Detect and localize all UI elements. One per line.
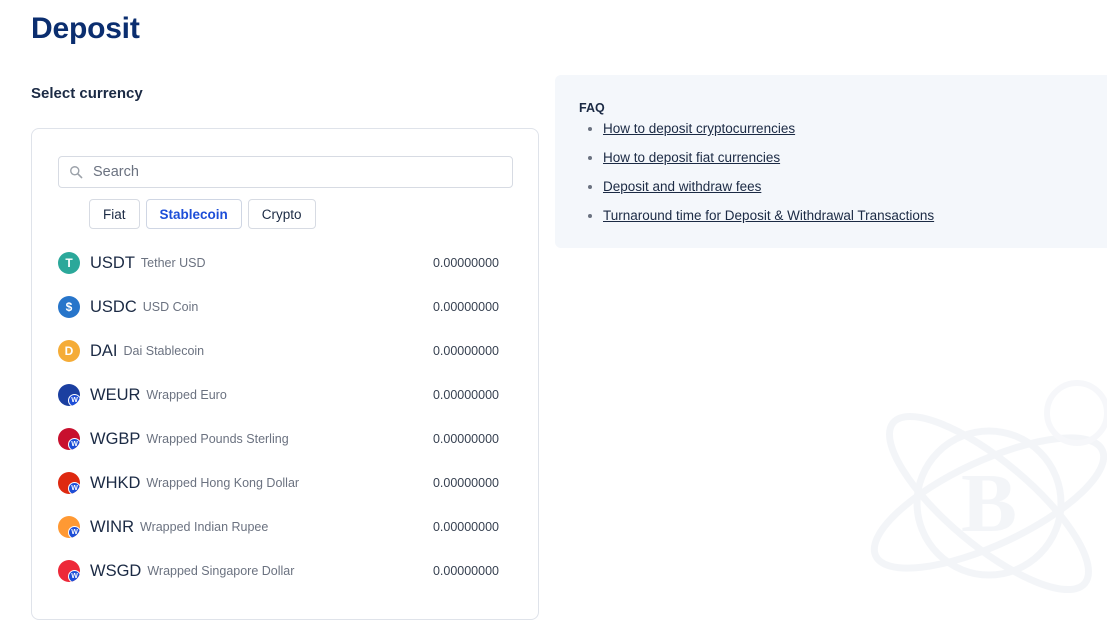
search-icon [69, 165, 83, 179]
currency-symbol: WEUR [90, 385, 141, 404]
currency-list[interactable] [58, 241, 513, 596]
faq-title: FAQ [579, 101, 605, 115]
currency-symbol: WHKD [90, 473, 141, 492]
currency-name: Wrapped Pounds Sterling [146, 432, 289, 446]
currency-symbol: WGBP [90, 429, 141, 448]
list-item[interactable] [58, 549, 513, 593]
dai-icon: D [58, 340, 80, 362]
currency-balance: 0.00000000 [432, 520, 499, 534]
currency-name: Dai Stablecoin [123, 344, 205, 358]
list-item[interactable] [58, 285, 513, 329]
section-heading: Select currency [31, 85, 143, 102]
list-item [603, 179, 934, 194]
wsgd-icon: W [58, 560, 80, 582]
list-item[interactable] [58, 373, 513, 417]
list-item [603, 150, 934, 165]
currency-balance: 0.00000000 [432, 564, 499, 578]
currency-name: Wrapped Singapore Dollar [147, 564, 295, 578]
whkd-icon: W [58, 472, 80, 494]
faq-link-turnaround-time[interactable]: Turnaround time for Deposit & Withdrawal Transactions [603, 208, 935, 223]
list-item[interactable] [58, 417, 513, 461]
currency-symbol: DAI [90, 341, 118, 360]
winr-icon: W [58, 516, 80, 538]
tab-stablecoin[interactable]: Stablecoin [146, 199, 242, 229]
currency-symbol: WSGD [90, 561, 142, 580]
currency-balance: 0.00000000 [432, 256, 499, 270]
faq-link-list [579, 121, 934, 223]
currency-balance: 0.00000000 [432, 388, 499, 402]
svg-text:B: B [960, 457, 1018, 550]
usdt-icon: T [58, 252, 80, 274]
currency-name: USD Coin [142, 300, 199, 314]
currency-name: Tether USD [140, 256, 206, 270]
list-item[interactable] [58, 461, 513, 505]
currency-name: Wrapped Hong Kong Dollar [146, 476, 300, 490]
bitcoin-watermark-icon [777, 293, 1107, 633]
currency-symbol: WINR [90, 517, 134, 536]
usdc-icon: $ [58, 296, 80, 318]
currency-type-tabs [89, 199, 316, 229]
list-item[interactable] [58, 329, 513, 373]
list-item[interactable] [58, 505, 513, 549]
faq-panel [555, 75, 1107, 248]
currency-symbol: USDT [90, 253, 135, 272]
currency-name: Wrapped Indian Rupee [140, 520, 269, 534]
currency-name: Wrapped Euro [146, 388, 227, 402]
wgbp-icon: W [58, 428, 80, 450]
list-item [603, 121, 934, 136]
currency-balance: 0.00000000 [432, 476, 499, 490]
currency-symbol: USDC [90, 297, 137, 316]
currency-balance: 0.00000000 [432, 344, 499, 358]
page-title: Deposit [31, 12, 140, 45]
faq-link-deposit-crypto[interactable]: How to deposit cryptocurrencies [603, 121, 796, 136]
currency-selector-card [31, 128, 539, 620]
search-input[interactable] [91, 163, 502, 181]
search-field[interactable] [58, 156, 513, 188]
currency-balance: 0.00000000 [432, 432, 499, 446]
currency-balance: 0.00000000 [432, 300, 499, 314]
faq-link-fees[interactable]: Deposit and withdraw fees [603, 179, 762, 194]
tab-fiat[interactable]: Fiat [89, 199, 140, 229]
faq-link-deposit-fiat[interactable]: How to deposit fiat currencies [603, 150, 781, 165]
list-item [603, 208, 934, 223]
weur-icon: W [58, 384, 80, 406]
tab-crypto[interactable]: Crypto [248, 199, 316, 229]
list-item[interactable] [58, 241, 513, 285]
